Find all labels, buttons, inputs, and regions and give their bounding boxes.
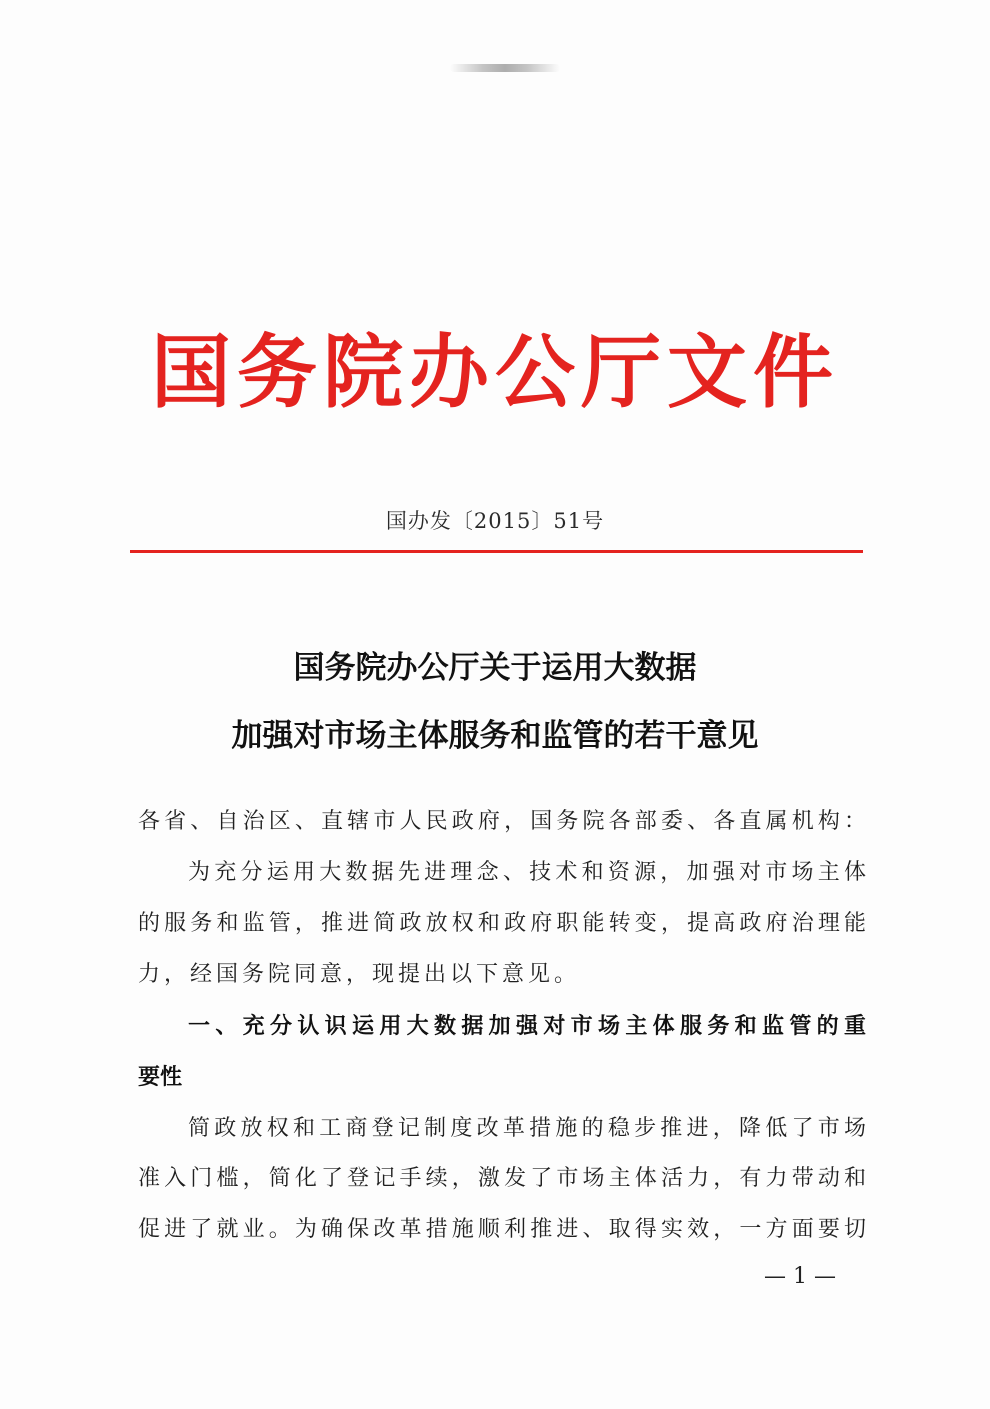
section-1-line-2: 准入门槛，简化了登记手续，激发了市场主体活力，有力带动和: [138, 1166, 866, 1191]
red-separator-line: [130, 550, 863, 553]
intro-line-2: 的服务和监管，推进简政放权和政府职能转变，提高政府治理能: [138, 911, 866, 936]
scan-artifact: [450, 64, 560, 72]
section-1-heading-continued: 要性: [138, 1065, 183, 1090]
intro-line-3: 力，经国务院同意，现提出以下意见。: [138, 962, 581, 987]
issuer-header: 国务院办公厅文件: [151, 325, 839, 419]
addressee: 各省、自治区、直辖市人民政府，国务院各部委、各直属机构：: [138, 809, 866, 834]
document-title-line-2: 加强对市场主体服务和监管的若干意见: [231, 718, 759, 754]
document-number: 国办发〔2015〕51号: [385, 509, 605, 533]
section-1-heading: 一、充分认识运用大数据加强对市场主体服务和监管的重: [188, 1014, 866, 1039]
section-1-line-3: 促进了就业。为确保改革措施顺利推进、取得实效，一方面要切: [138, 1217, 866, 1242]
section-1-line-1: 简政放权和工商登记制度改革措施的稳步推进，降低了市场: [188, 1116, 866, 1141]
document-title-line-1: 国务院办公厅关于运用大数据: [293, 650, 697, 686]
intro-line-1: 为充分运用大数据先进理念、技术和资源，加强对市场主体: [188, 860, 866, 885]
page-number: — 1 —: [764, 1264, 836, 1289]
